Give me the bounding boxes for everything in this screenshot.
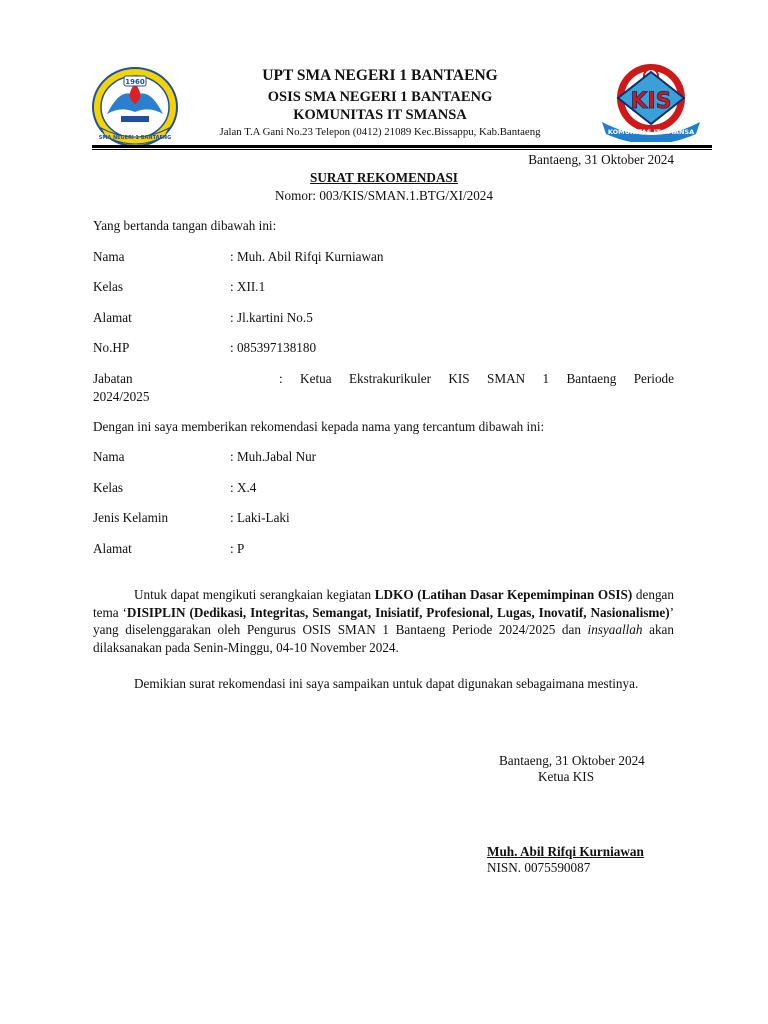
signer-name-value: : Muh. Abil Rifqi Kurniawan [230, 249, 384, 264]
signer-position [93, 370, 674, 405]
signer-phone-label: No.HP [93, 340, 130, 355]
kis-logo [598, 62, 704, 142]
signer-address-label: Alamat [93, 310, 132, 325]
header-rule-thin [92, 149, 712, 150]
body-text: akan dilaksanakan pada Senin-Minggu, 04-10 November 2024. [93, 622, 674, 655]
body-text: ’ yang diselenggarakan oleh Pengurus OSIS SMAN 1 Bantaeng Periode 2024/2025 dan [93, 604, 674, 637]
signer-signature-name: Muh. Abil Rifqi Kurniawan [487, 844, 644, 859]
header-osis: OSIS SMA NEGERI 1 BANTAENG [267, 89, 493, 105]
svg-text:SMA NEGERI 1 BANTAENG: SMA NEGERI 1 BANTAENG [98, 135, 172, 141]
header-address: Jalan T.A Gani No.23 Telepon (0412) 21089 Kec.Bissappu, Kab.Bantaeng [219, 126, 541, 138]
candidate-gender-value: : Laki-Laki [230, 510, 290, 525]
body-text: dengan tema ‘ [93, 587, 674, 620]
header-school: UPT SMA NEGERI 1 BANTAENG [262, 67, 498, 84]
signer-class-label: Kelas [93, 279, 124, 294]
candidate-class-label: Kelas [93, 480, 124, 495]
signer-address-value: : Jl.kartini No.5 [230, 310, 313, 325]
svg-text:1960: 1960 [125, 78, 145, 86]
signer-phone-value: : 085397138180 [230, 340, 317, 355]
candidate-gender-label: Jenis Kelamin [93, 510, 169, 525]
candidate-address-label: Alamat [93, 541, 132, 556]
header-community: KOMUNITAS IT SMANSA [293, 107, 467, 123]
event-name: LDKO (Latihan Dasar Kepemimpinan OSIS) [374, 587, 633, 602]
svg-text:KIS: KIS [630, 89, 672, 114]
body-italic: insyaallah [587, 622, 643, 637]
intro-text: Yang bertanda tangan dibawah ini: [93, 218, 277, 233]
candidate-name-label: Nama [93, 449, 125, 464]
letter-number: Nomor: 003/KIS/SMAN.1.BTG/XI/2024 [275, 188, 493, 203]
signer-class-value: : XII.1 [230, 279, 266, 294]
signer-position-period: 2024/2025 [93, 388, 150, 404]
candidate-address-value: : P [230, 541, 245, 556]
signer-position-value: : Ketua Ekstrakurikuler KIS SMAN 1 Bantaeng Periode [279, 371, 674, 386]
event-theme: DISIPLIN (Dedikasi, Integritas, Semangat, Inisiatif, Profesional, Lugas, Inovatif, Nasionalisme) [126, 604, 670, 620]
svg-text:KOMUNITAS IT SMANSA: KOMUNITAS IT SMANSA [607, 128, 695, 136]
header-rule-thick [92, 145, 712, 148]
signer-nisn: NISN. 0075590087 [487, 860, 591, 875]
candidate-class-value: : X.4 [230, 480, 257, 495]
signer-name-label: Nama [93, 249, 125, 264]
closing-role: Ketua KIS [538, 769, 595, 784]
candidate-name-value: : Muh.Jabal Nur [230, 449, 317, 464]
letter-title: SURAT REKOMENDASI [310, 170, 458, 185]
body-paragraph-2: Demikian surat rekomendasi ini saya sampaikan untuk dapat digunakan sebagaimana mestinya. [134, 676, 639, 691]
recommend-intro: Dengan ini saya memberikan rekomendasi kepada nama yang tercantum dibawah ini: [93, 419, 545, 434]
body-text: Untuk dapat mengikuti serangkaian kegiatan [134, 587, 375, 602]
signer-position-label: Jabatan [93, 371, 133, 386]
closing-date: Bantaeng, 31 Oktober 2024 [499, 753, 645, 768]
letter-date: Bantaeng, 31 Oktober 2024 [528, 152, 674, 167]
body-paragraph-1 [93, 586, 674, 656]
